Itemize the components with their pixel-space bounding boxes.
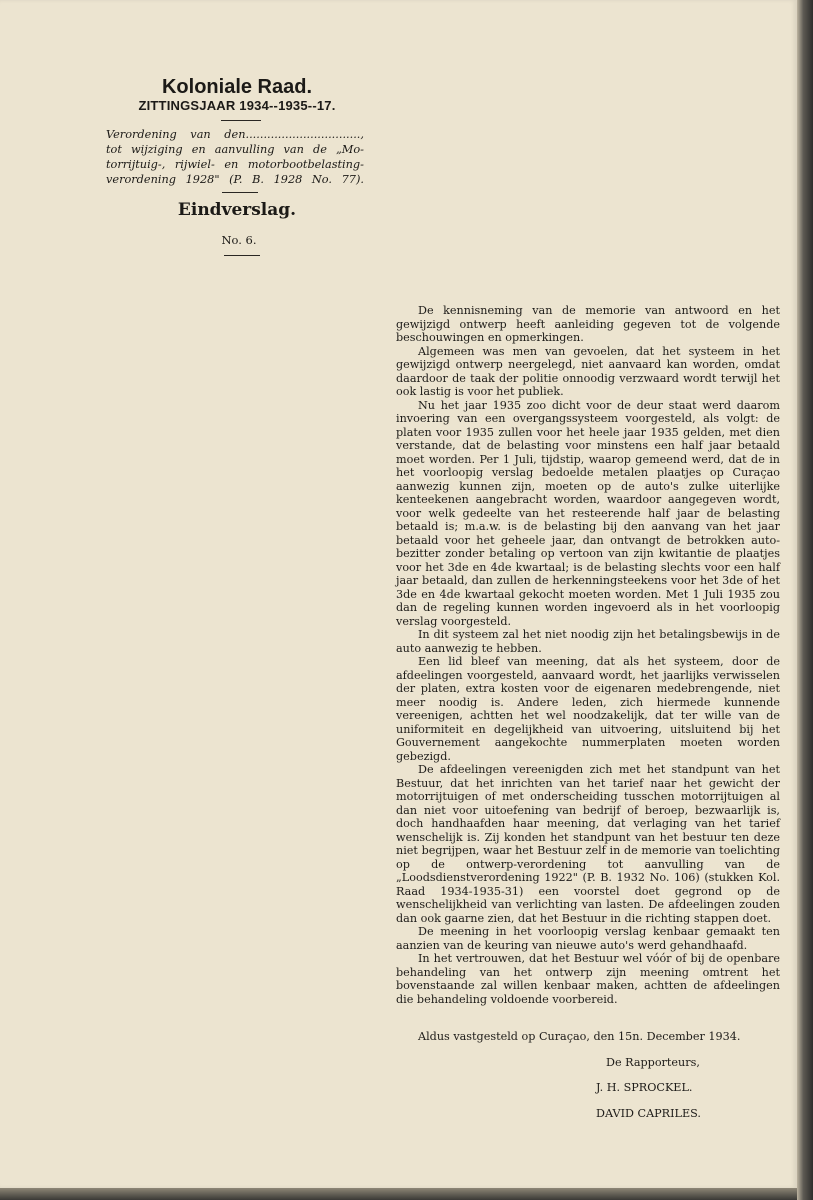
paragraph: De afdeelingen vereenigden zich met het standpunt van het Bestuur, dat het inrichten van het tarief naar het gewicht der motorrijtuigen of met onderscheiding tusschen motorrijtuigen al dan niet voor uitoefening van bedrijf of beroep, bezwaarlijk is, doch handhaafden haar meening, dat verlaging van het tarief wenschelijk is. Zij konden het standpunt van het bestuur ten deze niet begrijpen, waar het Bestuur zelf in de memorie van toelichting op de ontwerp-verordening tot aanvulling van de „Loodsdienstverordening 1922" (P. B. 1932 No. 106) (stukken Kol. Raad 1934-1935-31) een voorstel doet gegrond op de wenschelijkheid van verlichting van lasten. De afdeelingen zouden dan ook gaarne zien, dat het Bestuur in die richting stappen doet. [396,763,780,925]
document-header [96,76,364,256]
paragraph: Algemeen was men van gevoelen, dat het systeem in het gewijzigd ontwerp neergelegd, niet aanvaard kan worden, omdat daardoor de taak der politie onnoodig verzwaard wordt terwijl het ook lastig is voor het publiek. [396,344,780,398]
paragraph: In het vertrouwen, dat het Bestuur wel vóór of bij de openbare behandeling van het ontwerp zijn meening omtrent het bovenstaande zal willen kenbaar maken, achtten de afdeelingen die behandeling voldoende voorbereid. [396,952,780,1006]
council-title: Koloniale Raad. [161,76,313,98]
rapporteur-signature: DAVID CAPRILES. [596,1107,701,1120]
ordinance-line: tot wijziging en aanvulling van de „Mo- [106,143,364,156]
established-line: Aldus vastgesteld op Curaçao, den 15n. December 1934. [418,1030,741,1043]
divider [221,120,261,121]
paragraph: De kennisneming van de memorie van antwoord en het gewijzigd ontwerp heeft aanleiding gegeven tot de volgende beschouwingen en opmerkingen. [396,304,780,344]
rapporteur-signature: J. H. SPROCKEL. [596,1081,693,1094]
report-body [396,304,780,1006]
paragraph: Nu het jaar 1935 zoo dicht voor de deur staat werd daarom invoering van een overgangssysteem voorgesteld, als volgt: de platen voor 1935 zullen voor het heele jaar 1935 gelden, met dien verstande, dat de belasting voor minstens een half jaar betaald moet worden. Per 1 Juli, tijdstip, waarop gemeend werd, dat de in het voorloopig verslag bedoelde metalen plaatjes op Curaçao aanwezig kunnen zijn, moeten op de auto's zulke uiterlijke kenteekenen aangebracht worden, waardoor aangegeven wordt, voor welk gedeelte van het resteerende half jaar de belasting betaald is; m.a.w. is de belasting bij den aanvang van het jaar betaald voor het geheele jaar, dan ontvangt de betrokken auto-bezitter zonder betaling op vertoon van zijn kwitantie de plaatjes voor het 3de en 4de kwartaal; is de belasting slechts voor een half jaar betaald, dan zullen de herkenningsteekens voor het 3de of het 3de en 4de kwartaal gekocht moeten worden. Met 1 Juli 1935 zou dan de regeling kunnen worden ingevoerd als in het voorloopig verslag voorgesteld. [396,398,780,628]
session-year: ZITTINGSJAAR 1934--1935--17. [138,98,336,113]
report-number: No. 6. [221,233,257,247]
ordinance-line: Verordening van den................................, [106,128,364,141]
report-title: Eindverslag. [177,200,297,220]
divider [224,255,260,256]
ordinance-description [96,127,364,187]
page-bottom-edge [0,1188,797,1200]
divider [222,192,258,193]
paragraph: De meening in het voorloopig verslag kenbaar gemaakt ten aanzien van de keuring van nieuwe auto's werd gehandhaafd. [396,925,780,952]
rapporteurs-label: De Rapporteurs, [606,1056,700,1069]
ordinance-line: torrijtuig-, rijwiel- en motorbootbelasting- [106,158,364,171]
page-edge [797,0,813,1200]
ordinance-line: verordening 1928" (P. B. 1928 No. 77). [106,173,364,186]
paragraph: In dit systeem zal het niet noodig zijn het betalingsbewijs in de auto aanwezig te hebben. [396,628,780,655]
paragraph: Een lid bleef van meening, dat als het systeem, door de afdeelingen voorgesteld, aanvaard wordt, het jaarlijks verwisselen der platen, extra kosten voor de eigenaren medebrengende, niet meer noodig is. Andere leden, zich hiermede kunnende vereenigen, achtten het wel noodzakelijk, dat ter wille van de uniformiteit en degelijkheid van uitvoering, uitsluitend bij het Gouvernement aangekochte nummerplaten moeten worden gebezigd. [396,655,780,763]
